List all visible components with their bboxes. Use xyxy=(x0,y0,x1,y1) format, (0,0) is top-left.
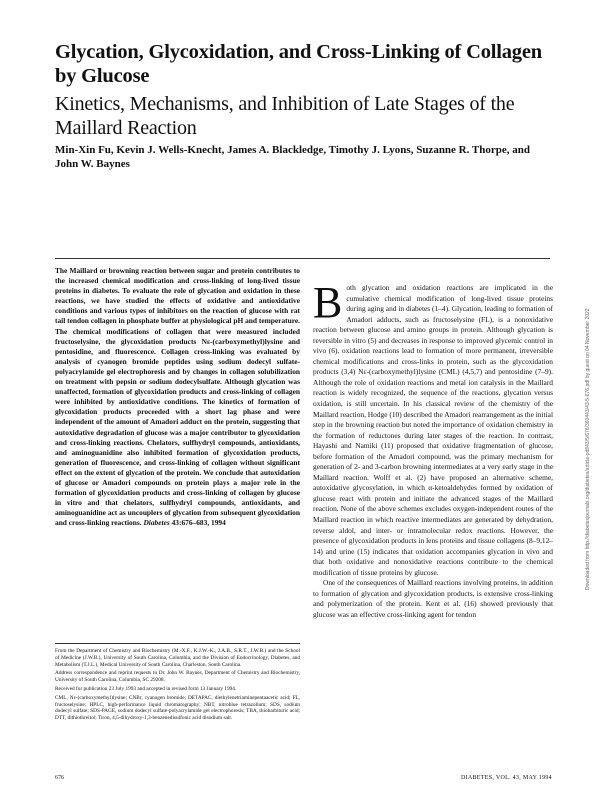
abstract-text: The Maillard or browning reaction between sugar and protein contributes to the increased chemical modification and cross-linking of long-lived tissue proteins in diabetes. To evaluate the role of glycation and oxidation in these reactions, we have studied the effects of oxidative and antioxidative conditions and various types of inhibitors on the reaction of glucose with rat tail tendon collagen in phosphate buffer at physiological pH and temperature. The chemical modifications of collagen that were measured included fructoselysine, the glycoxidation products Nε-(carboxymethyl)lysine and pentosidine, and fluorescence. Collagen cross-linking was evaluated by analysis of cyanogen bromide peptides using sodium dodecyl sulfate-polyacrylamide gel electrophoresis and by changes in collagen solubilization on treatment with pepsin or sodium dodecylsulfate. Although glycation was unaffected, formation of glycoxidation products and cross-linking of collagen were inhibited by antioxidative conditions. The kinetics of formation of glycoxidation products proceeded with a short lag phase and were independent of the amount of Amadori adduct on the protein, suggesting that autoxidative degradation of glucose was a major contributor to glycoxidation and cross-linking reactions. Chelators, sulfhydryl compounds, antioxidants, and aminoguanidine also inhibited formation of glycoxidation products, generation of fluorescence, and cross-linking of collagen without significant effect on the extent of glycation of the protein. We conclude that autoxidation of glucose or Amadori compounds on protein plays a major role in the formation of glycoxidation products and cross-linking of collagen by glucose in vitro and that chelators, sulfhydryl compounds, antioxidants, and aminoguanidine act as uncouplers of glycation from subsequent glycoxidation and cross-linking reactions. xyxy=(55,266,300,528)
footnotes xyxy=(55,648,300,724)
author-list: Min-Xin Fu, Kevin J. Wells-Knecht, James A. Blackledge, Timothy J. Lyons, Suzanne R. Thorpe, and John W. Baynes xyxy=(55,144,531,170)
body-paragraph: One of the consequences of Maillard reactions involving proteins, in addition to formation of glycation and glycoxidation products, is extensive cross-linking and polymerization of the protein. Kent et al. (16) showed previously that glucose was an effective cross-linking agent for tendon xyxy=(313,578,553,619)
download-watermark: Downloaded from http://diabetesjournals.org/diabetes/article-pdf/43/5/676/360443/43-5-676.pdf by guest on 04 November 2022 xyxy=(585,308,591,590)
article-body xyxy=(313,278,553,621)
article-title: Glycation, Glycoxidation, and Cross-Linking of Collagen by Glucose xyxy=(55,41,542,87)
footnote-affiliations: From the Department of Chemistry and Biochemistry (M.-X.F., K.J.W.-K., J.A.B., S.R.T., J.W.B.) and the School of Medicine (J.W.B.), University of South Carolina, Columbia, and the Division of Endocrinology, Diabetes, and Metabolism (T.J.L.), Medical University of South Carolina, Charleston, South Carolina. xyxy=(55,648,300,668)
page-number: 676 xyxy=(55,775,64,781)
drop-cap: B xyxy=(313,278,343,327)
abstract-citation: 43:676–683, 1994 xyxy=(171,518,226,528)
journal-issue: DIABETES, VOL. 43, MAY 1994 xyxy=(460,775,552,781)
body-paragraph-text: oth glycation and oxidation reactions are implicated in the cumulative chemical modification of long-lived tissue proteins during aging and in diabetes (1–4). Glycation, leading to formation of Amadori adducts, such as fructoselysine (FL), is a nonoxidative reaction between glucose and amino groups in protein. Although glycation is reversible in vitro (5) and decreases in response to improved glycemic control in vivo (6), oxidation reactions lead to formation of more permanent, irreversible chemical modifications and cross-links in protein, such as the glycoxidation products (3,4) Nε-(carboxymethyl)lysine (CML) (4,5,7) and pentosidine (7–9). Although the role of oxidation reactions and metal ion catalysis in the Maillard reaction is widely recognized, the sequence of the reactions, glycation versus oxidation, is still uncertain. In his classical review of the chemistry of the Maillard reaction, Hodge (10) described the Amadori rearrangement as the initial step in the browning reaction but noted the importance of oxidation chemistry in the formation of reductones during later stages of the reaction. In contrast, Hayashi and Namiki (11) proposed that oxidative fragmentation of glucose, before formation of the Amadori compound, was the primary mechanism for generation of 2- and 3-carbon browning intermediates at a very early stage in the Maillard reaction. Wolff et al. (2) have proposed an alternative scheme, autoxidative glycosylation, in which α-ketoaldehydes formed by oxidation of glucose react with protein and initiate the advanced stages of the Maillard reaction. None of the above schemes excludes oxygen-independent routes of the Maillard reaction in which reactive intermediates are generated by dehydration, reverse aldol, and inter- or intramolecular redox reactions. However, the presence of glycoxidation products in lens proteins and tissue collagens (8–9,12–14) and urine (15) indicates that oxidation accompanies glycation in vivo and that both oxidative and nonoxidative reactions contribute to the chemical modification of tissue proteins by glucose. xyxy=(313,283,553,577)
divider xyxy=(55,258,550,259)
footnote-correspondence: Address correspondence and reprint requests to Dr. John W. Baynes, Department of Chemistry and Biochemistry, University of South Carolina, Columbia, SC 29208. xyxy=(55,670,300,684)
abstract-citation-journal: Diabetes xyxy=(143,518,170,528)
footnote-received: Received for publication 23 July 1993 and accepted in revised form 13 January 1994. xyxy=(55,685,237,692)
footnote-divider xyxy=(55,643,300,644)
abstract xyxy=(55,266,300,528)
article-subtitle: Kinetics, Mechanisms, and Inhibition of Late Stages of the Maillard Reaction xyxy=(55,93,515,139)
body-paragraph xyxy=(313,278,553,578)
footnote-abbreviations: CML, Nε-(carboxymethyl)lysine; CNBr, cyanogen bromide; DETAPAC, diethylenetriaminepentaacetic acid; FL, fructoselysine; HPLC, high-performance liquid chromatography; NBT, nitroblue tetrazolium; SDS, sodium dodecyl sulfate; SDS-PAGE, sodium dodecyl sulfate-polyacrylamide gel electrophoresis; TBA, thiobarbituric acid; DTT, dithiothreitol; Tiron, 4,5-dihydroxy-1,3-benzenedisulfonic acid disodium salt. xyxy=(55,694,300,722)
